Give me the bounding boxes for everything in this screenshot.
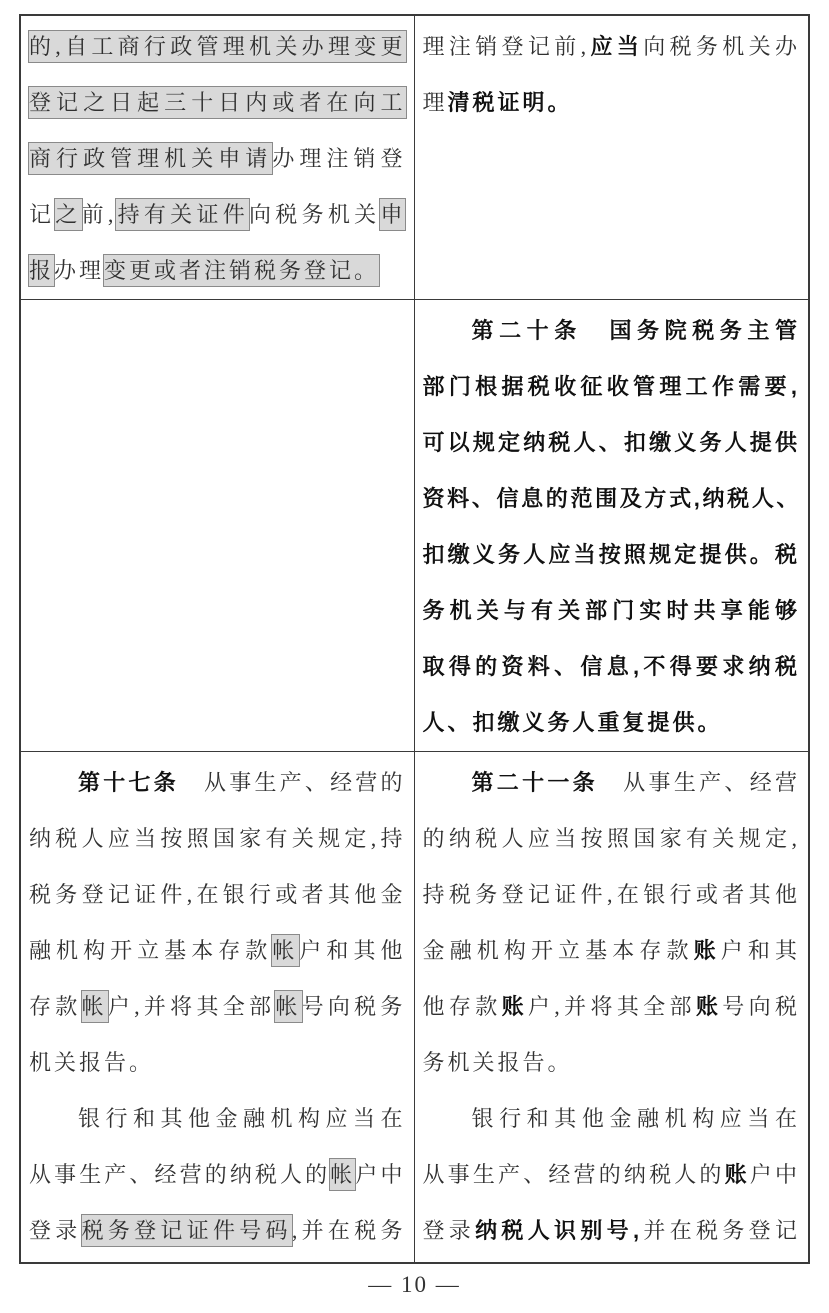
text-line [423, 755, 801, 811]
bold-text: 第十七条 [78, 770, 179, 795]
text-segment: 税务登记证件,在银行或者其他金 [29, 882, 406, 907]
new-law-cell [415, 752, 809, 1262]
highlighted-text: 帐 [275, 991, 301, 1022]
text-segment: 登录 [422, 1218, 476, 1243]
text-line [423, 867, 801, 923]
bold-text: 纳税人识别号, [475, 1218, 643, 1243]
text-line [29, 19, 406, 75]
text-segment: 办理注销登 [272, 146, 406, 171]
highlighted-text: 变更或者注销税务登记。 [104, 255, 379, 286]
text-segment: 银行和其他金融机构应当在 [78, 1106, 406, 1131]
highlighted-text: 的,自工商行政管理机关办理变更 [29, 31, 406, 62]
text-segment: 从事生产、经营 [597, 770, 800, 795]
text-segment: 从事生产、经营的纳税人的 [29, 1162, 331, 1187]
text-line [423, 471, 801, 527]
text-segment: 从事生产、经营的 [178, 770, 406, 795]
highlighted-text: 登记之日起三十日内或者在向工 [29, 87, 406, 118]
text-segment: 存款 [29, 994, 82, 1019]
text-line [29, 243, 406, 299]
text-segment: 户和其 [720, 938, 800, 963]
text-segment: 向税务机关办 [643, 34, 800, 59]
text-line [29, 811, 406, 867]
text-segment: 理注销登记前, [422, 34, 590, 59]
text-segment: 金融机构开立基本存款 [422, 938, 694, 963]
text-line [423, 979, 801, 1035]
text-segment: 机关报告。 [29, 1050, 155, 1075]
new-law-cell [415, 300, 809, 751]
text-line [423, 1035, 801, 1091]
text-line [423, 1147, 801, 1203]
text-segment: 号向税务 [301, 994, 406, 1019]
highlighted-text: 报 [29, 255, 54, 286]
highlighted-text: 帐 [330, 1159, 355, 1190]
text-segment: 向税务机关 [249, 202, 381, 227]
text-segment: 户中 [749, 1162, 800, 1187]
bold-text: 账 [501, 994, 528, 1019]
bold-text: 第二十条 国务院税务主管 [471, 318, 800, 343]
text-segment: 务机关报告。 [422, 1050, 573, 1075]
text-line [423, 19, 801, 75]
highlighted-text: 帐 [82, 991, 108, 1022]
text-segment: 前, [81, 202, 117, 227]
text-segment: 登录 [29, 1218, 82, 1243]
comparison-table [19, 14, 810, 1264]
text-line [29, 979, 406, 1035]
bold-text: 扣缴义务人应当按照规定提供。税 [422, 542, 800, 567]
text-line [29, 1035, 406, 1091]
text-line [423, 811, 801, 867]
text-line [29, 1203, 406, 1259]
text-line [29, 923, 406, 979]
text-line [29, 187, 406, 243]
text-segment: 号向税 [722, 994, 800, 1019]
text-segment: 办理 [54, 258, 105, 283]
page-number: — 10 — [368, 1272, 461, 1297]
text-line [423, 1203, 801, 1259]
text-segment: 纳税人应当按照国家有关规定,持 [29, 826, 406, 851]
text-segment: 从事生产、经营的纳税人的 [422, 1162, 725, 1187]
text-segment: 户,并将其全部 [527, 994, 696, 1019]
old-law-cell [21, 300, 415, 751]
text-segment: 户和其他 [299, 938, 406, 963]
text-segment: 他存款 [422, 994, 502, 1019]
new-law-cell [415, 16, 809, 299]
text-line [423, 695, 801, 751]
highlighted-text: 申 [380, 199, 405, 230]
bold-text: 清税证明。 [447, 90, 573, 115]
text-segment: 并在税务登记 [642, 1218, 800, 1243]
text-line [423, 923, 801, 979]
text-segment: 银行和其他金融机构应当在 [471, 1106, 800, 1131]
bold-text: 取得的资料、信息,不得要求纳税 [422, 654, 800, 679]
text-segment: 的纳税人应当按照国家有关规定, [422, 826, 800, 851]
highlighted-text: 持有关证件 [116, 199, 249, 230]
bold-text: 人、扣缴义务人重复提供。 [422, 710, 723, 735]
bold-text: 应当 [589, 34, 644, 59]
text-line [423, 527, 801, 583]
text-line [29, 131, 406, 187]
old-law-cell [21, 16, 415, 299]
table-row [21, 299, 808, 751]
text-segment: 记 [29, 202, 56, 227]
text-segment: 理 [422, 90, 448, 115]
highlighted-text: 税务登记证件号码 [82, 1215, 292, 1246]
bold-text: 资料、信息的范围及方式,纳税人、 [422, 486, 800, 511]
highlighted-text: 之 [55, 199, 81, 230]
bold-text: 部门根据税收征收管理工作需要, [422, 374, 800, 399]
bold-text: 账 [724, 1162, 750, 1187]
table-row [21, 751, 808, 1262]
highlighted-text: 帐 [272, 935, 299, 966]
text-line [29, 755, 406, 811]
bold-text: 账 [693, 938, 721, 963]
text-line [423, 303, 801, 359]
old-law-cell [21, 752, 415, 1262]
text-segment: 户中 [355, 1162, 406, 1187]
bold-text: 可以规定纳税人、扣缴义务人提供 [422, 430, 800, 455]
text-line [423, 415, 801, 471]
text-line [423, 1091, 801, 1147]
text-line [423, 639, 801, 695]
bold-text: 务机关与有关部门实时共享能够 [422, 598, 800, 623]
text-line [423, 359, 801, 415]
table-row [21, 16, 808, 299]
text-segment: ,并在税务 [291, 1218, 406, 1243]
text-line [423, 583, 801, 639]
text-line [29, 867, 406, 923]
text-segment: 融机构开立基本存款 [29, 938, 273, 963]
text-line [423, 75, 801, 131]
highlighted-text: 商行政管理机关申请 [29, 143, 272, 174]
text-segment: 户,并将其全部 [107, 994, 276, 1019]
text-line [29, 1147, 406, 1203]
bold-text: 第二十一条 [471, 770, 598, 795]
text-segment: 持税务登记证件,在银行或者其他 [422, 882, 800, 907]
bold-text: 账 [695, 994, 723, 1019]
text-line [29, 1091, 406, 1147]
text-line [29, 75, 406, 131]
